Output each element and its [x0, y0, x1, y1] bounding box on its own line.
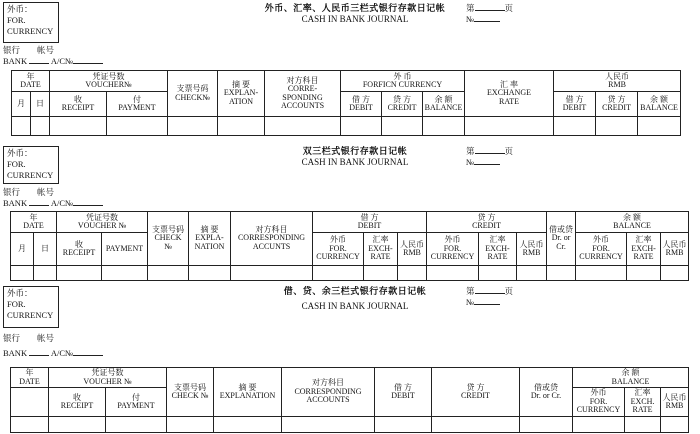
table-cell	[398, 266, 427, 281]
table-cell	[517, 266, 547, 281]
table-cell: 收 RECEIPT	[50, 92, 107, 117]
table-cell: 摘 要 EXPLA- NATION	[189, 212, 231, 266]
table-cell	[167, 417, 214, 433]
table-cell	[427, 266, 479, 281]
table-cell: 日	[34, 233, 57, 266]
table-cell: 人民币 RMB	[554, 71, 681, 92]
table-cell: 余 额 BALANCE	[576, 212, 689, 233]
table-cell	[34, 266, 57, 281]
table-cell: 摘 要 EXPLAN- ATION	[218, 71, 265, 117]
table-cell: 借 方 DEBIT	[554, 92, 596, 117]
table-cell	[573, 417, 625, 433]
table-cell	[661, 266, 689, 281]
table-cell: 贷 方 CREDIT	[382, 92, 423, 117]
table-cell	[423, 117, 465, 136]
table-cell	[520, 417, 573, 433]
table-cell	[218, 117, 265, 136]
journal-table	[10, 367, 689, 433]
table-cell: 对方科目 CORRESPONDING ACCUNTS	[231, 212, 313, 266]
page-number: 第 页 №	[466, 146, 514, 167]
table-cell: 借 方 DEBIT	[313, 212, 427, 233]
table-cell: 年 DATE	[11, 212, 57, 233]
table-cell	[231, 266, 313, 281]
currency-box	[3, 2, 59, 43]
table-cell: 凭证号数 VOUCHER№	[50, 71, 168, 92]
table-cell: 凭证号数 VOUCHER №	[49, 368, 167, 388]
table-cell: 借 方 DEBIT	[375, 368, 432, 417]
table-cell	[382, 117, 423, 136]
table-cell: 收 RECEIPT	[57, 233, 102, 266]
journal-title: 外币、汇率、人民币三栏式银行存款日记帐 CASH IN BANK JOURNAL	[264, 3, 446, 24]
table-cell	[465, 117, 554, 136]
table-cell	[625, 417, 661, 433]
table-cell: 借或贷 Dr. or Cr.	[520, 368, 573, 417]
table-cell	[102, 266, 148, 281]
table-cell: 年 DATE	[12, 71, 50, 92]
table-cell: 对方科目 CORRE- SPONDING ACCOUNTS	[265, 71, 341, 117]
table-cell: 贷 方 CREDIT	[596, 92, 638, 117]
table-cell: 贷 方 CREDIT	[427, 212, 547, 233]
table-cell	[627, 266, 661, 281]
table-row	[11, 266, 689, 281]
table-cell: 支票号码 CHECK №	[167, 368, 214, 417]
page-number: 第 页 №	[466, 3, 514, 24]
bank-account-line: 银行 帐号 BANK A/C№	[3, 45, 103, 67]
currency-box: 外币： FOR. CURRENCY	[3, 146, 59, 184]
table-cell	[265, 117, 341, 136]
bank-account-line: 银行 帐号 BANK A/C№	[3, 187, 103, 209]
currency-label-cn: 外币：	[7, 4, 33, 14]
table-cell	[364, 266, 398, 281]
table-cell: PAYMENT	[102, 233, 148, 266]
table-cell	[341, 117, 382, 136]
journal-table	[10, 211, 689, 281]
table-cell: 汇率 EXCH- RATE	[364, 233, 398, 266]
table-cell	[214, 417, 282, 433]
table-cell: 摘 要 EXPLANATION	[214, 368, 282, 417]
table-cell: 余 额 BALANCE	[423, 92, 465, 117]
currency-label-currency: CURRENCY	[7, 26, 54, 36]
table-cell	[148, 266, 189, 281]
table-cell	[106, 417, 167, 433]
table-cell	[11, 388, 49, 417]
table-cell: 月	[12, 92, 31, 117]
table-cell	[11, 417, 49, 433]
table-cell: 汇率 EXCH- RATE	[627, 233, 661, 266]
table-cell	[661, 417, 689, 433]
table-cell: 人民币 RMB	[398, 233, 427, 266]
currency-label-for: FOR.	[7, 15, 26, 25]
table-cell	[282, 417, 375, 433]
page-number: 第 页 №	[466, 286, 514, 307]
table-cell: 借 方 DEBIT	[341, 92, 382, 117]
table-cell: 年 DATE	[11, 368, 49, 388]
table-cell: 付 PAYMENT	[107, 92, 168, 117]
table-cell: 凭证号数 VOUCHER №	[57, 212, 148, 233]
table-cell	[168, 117, 218, 136]
table-cell: 外币 FOR. CURRENCY	[576, 233, 627, 266]
table-cell	[638, 117, 681, 136]
table-cell: 月	[11, 233, 34, 266]
table-cell	[107, 117, 168, 136]
table-cell: 外 币 FORFICN CURRENCY	[341, 71, 465, 92]
table-cell	[31, 117, 50, 136]
table-cell: 外币 FOR. CURRENCY	[313, 233, 364, 266]
table-cell	[547, 266, 576, 281]
table-cell: 外币 FOR. CURRENCY	[427, 233, 479, 266]
table-cell: 日	[31, 92, 50, 117]
table-cell	[57, 266, 102, 281]
table-cell: 外币 FOR. CURRENCY	[573, 388, 625, 417]
bank-account-line: 银行 帐号 BANK A/C№	[3, 333, 103, 359]
table-cell: 人民币 RMB	[661, 388, 689, 417]
table-cell	[50, 117, 107, 136]
currency-box: 外币： FOR. CURRENCY	[3, 286, 59, 328]
table-cell: 贷 方 CREDIT	[432, 368, 520, 417]
table-row	[11, 417, 689, 433]
table-cell: 支票号码 CHECK№	[168, 71, 218, 117]
table-cell	[479, 266, 517, 281]
table-cell	[432, 417, 520, 433]
journal-title: 借、贷、余三栏式银行存款日记帐 CASH IN BANK JOURNAL	[283, 286, 427, 311]
table-cell: 余 额 BALANCE	[573, 368, 689, 388]
table-cell: 支票号码 CHECK №	[148, 212, 189, 266]
table-cell	[554, 117, 596, 136]
table-cell: 汇 率 EXCHANGE RATE	[465, 71, 554, 117]
table-cell	[12, 117, 31, 136]
table-cell: 收 RECEIPT	[49, 388, 106, 417]
table-cell	[375, 417, 432, 433]
table-cell: 人民币 RMB	[517, 233, 547, 266]
table-row	[12, 117, 681, 136]
table-cell: 余 额 BALANCE	[638, 92, 681, 117]
journal-title: 双三栏式银行存款日记帐 CASH IN BANK JOURNAL	[301, 146, 409, 167]
table-cell: 汇率 EXCH. RATE	[625, 388, 661, 417]
table-cell: 人民币 RMB	[661, 233, 689, 266]
table-cell: 汇率 EXCH- RATE	[479, 233, 517, 266]
table-cell	[11, 266, 34, 281]
table-cell	[596, 117, 638, 136]
table-cell	[49, 417, 106, 433]
table-cell	[189, 266, 231, 281]
table-cell: 对方科目 CORRESPONDING ACCOUNTS	[282, 368, 375, 417]
table-cell	[313, 266, 364, 281]
table-cell	[576, 266, 627, 281]
journal-table	[11, 70, 681, 136]
table-cell: 付 PAYMENT	[106, 388, 167, 417]
table-cell: 借或贷 Dr. or Cr.	[547, 212, 576, 266]
